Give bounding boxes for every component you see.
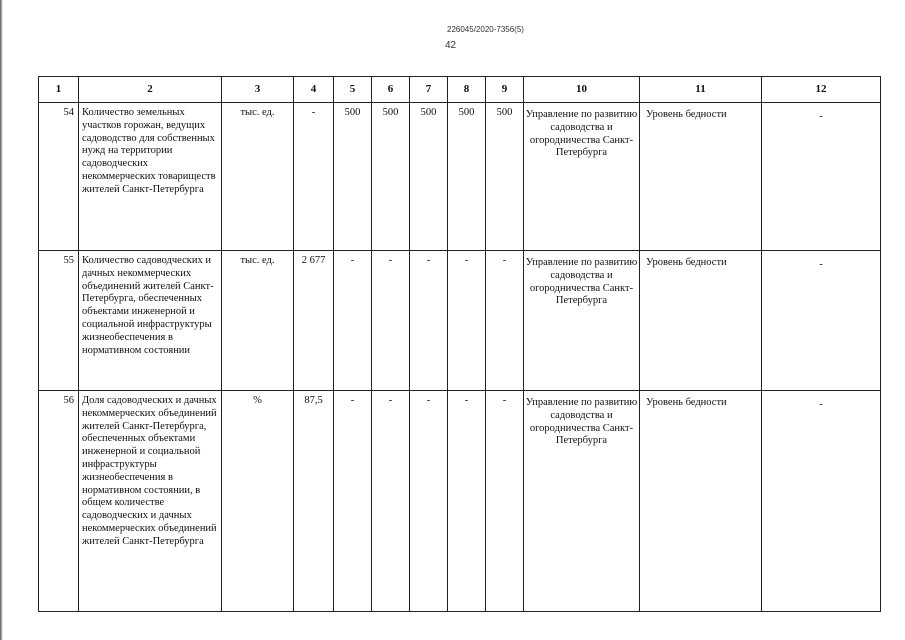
- value-col-6: -: [372, 251, 410, 391]
- unit-cell: %: [222, 391, 294, 612]
- col-header-4: 4: [294, 77, 334, 103]
- value-col-7: -: [410, 251, 448, 391]
- responsible-body: Управление по развитию садоводства и огородничества Санкт-Петербурга: [524, 391, 640, 612]
- value-col-9: -: [486, 391, 524, 612]
- value-col-8: -: [448, 391, 486, 612]
- scan-edge: [0, 0, 3, 640]
- col-header-12: 12: [762, 77, 881, 103]
- indicator-name: Количество земельных участков горожан, ведущих садоводство для собственных нужд на территории садоводческих некоммерческих товариществ жителей Санкт-Петербурга: [79, 103, 222, 251]
- row-number: 56: [39, 391, 79, 612]
- table-row: [39, 103, 881, 251]
- value-col-9: 500: [486, 103, 524, 251]
- table-row: [39, 251, 881, 391]
- col-12-value: -: [762, 251, 881, 391]
- goal-indicator: Уровень бедности: [640, 103, 762, 251]
- document-number: 226045/2020-7356(5): [447, 25, 524, 34]
- value-col-7: 500: [410, 103, 448, 251]
- value-col-6: -: [372, 391, 410, 612]
- table-row: [39, 391, 881, 612]
- indicator-name: Количество садоводческих и дачных некоммерческих объединений жителей Санкт-Петербурга, обеспеченных объектами инженерной и социальной инфраструктуры жизнеобеспечения в нормативном состоянии: [79, 251, 222, 391]
- unit-cell: тыс. ед.: [222, 251, 294, 391]
- responsible-body: Управление по развитию садоводства и огородничества Санкт-Петербурга: [524, 251, 640, 391]
- value-col-8: -: [448, 251, 486, 391]
- indicators-table: [38, 76, 881, 612]
- value-col-6: 500: [372, 103, 410, 251]
- col-header-6: 6: [372, 77, 410, 103]
- col-header-10: 10: [524, 77, 640, 103]
- page-number: 42: [445, 40, 457, 51]
- value-col-5: 500: [334, 103, 372, 251]
- value-col-5: -: [334, 251, 372, 391]
- row-number: 54: [39, 103, 79, 251]
- value-col-9: -: [486, 251, 524, 391]
- col-header-5: 5: [334, 77, 372, 103]
- indicator-name: Доля садоводческих и дачных некоммерческих объединений жителей Санкт-Петербурга, обеспеченных объектами инженерной и социальной инфраструктуры жизнеобеспечения в нормативном состоянии, в общем количестве садоводческих и дачных некоммерческих объединений жителей Санкт-Петербурга: [79, 391, 222, 612]
- goal-indicator: Уровень бедности: [640, 251, 762, 391]
- col-header-3: 3: [222, 77, 294, 103]
- goal-indicator: Уровень бедности: [640, 391, 762, 612]
- col-12-value: -: [762, 103, 881, 251]
- row-number: 55: [39, 251, 79, 391]
- col-header-8: 8: [448, 77, 486, 103]
- col-header-2: 2: [79, 77, 222, 103]
- unit-cell: тыс. ед.: [222, 103, 294, 251]
- value-col-7: -: [410, 391, 448, 612]
- value-col-5: -: [334, 391, 372, 612]
- value-col-4: 87,5: [294, 391, 334, 612]
- responsible-body: Управление по развитию садоводства и огородничества Санкт-Петербурга: [524, 103, 640, 251]
- col-header-7: 7: [410, 77, 448, 103]
- col-12-value: -: [762, 391, 881, 612]
- col-header-9: 9: [486, 77, 524, 103]
- value-col-4: 2 677: [294, 251, 334, 391]
- header-row: [39, 77, 881, 103]
- col-header-1: 1: [39, 77, 79, 103]
- value-col-4: -: [294, 103, 334, 251]
- value-col-8: 500: [448, 103, 486, 251]
- col-header-11: 11: [640, 77, 762, 103]
